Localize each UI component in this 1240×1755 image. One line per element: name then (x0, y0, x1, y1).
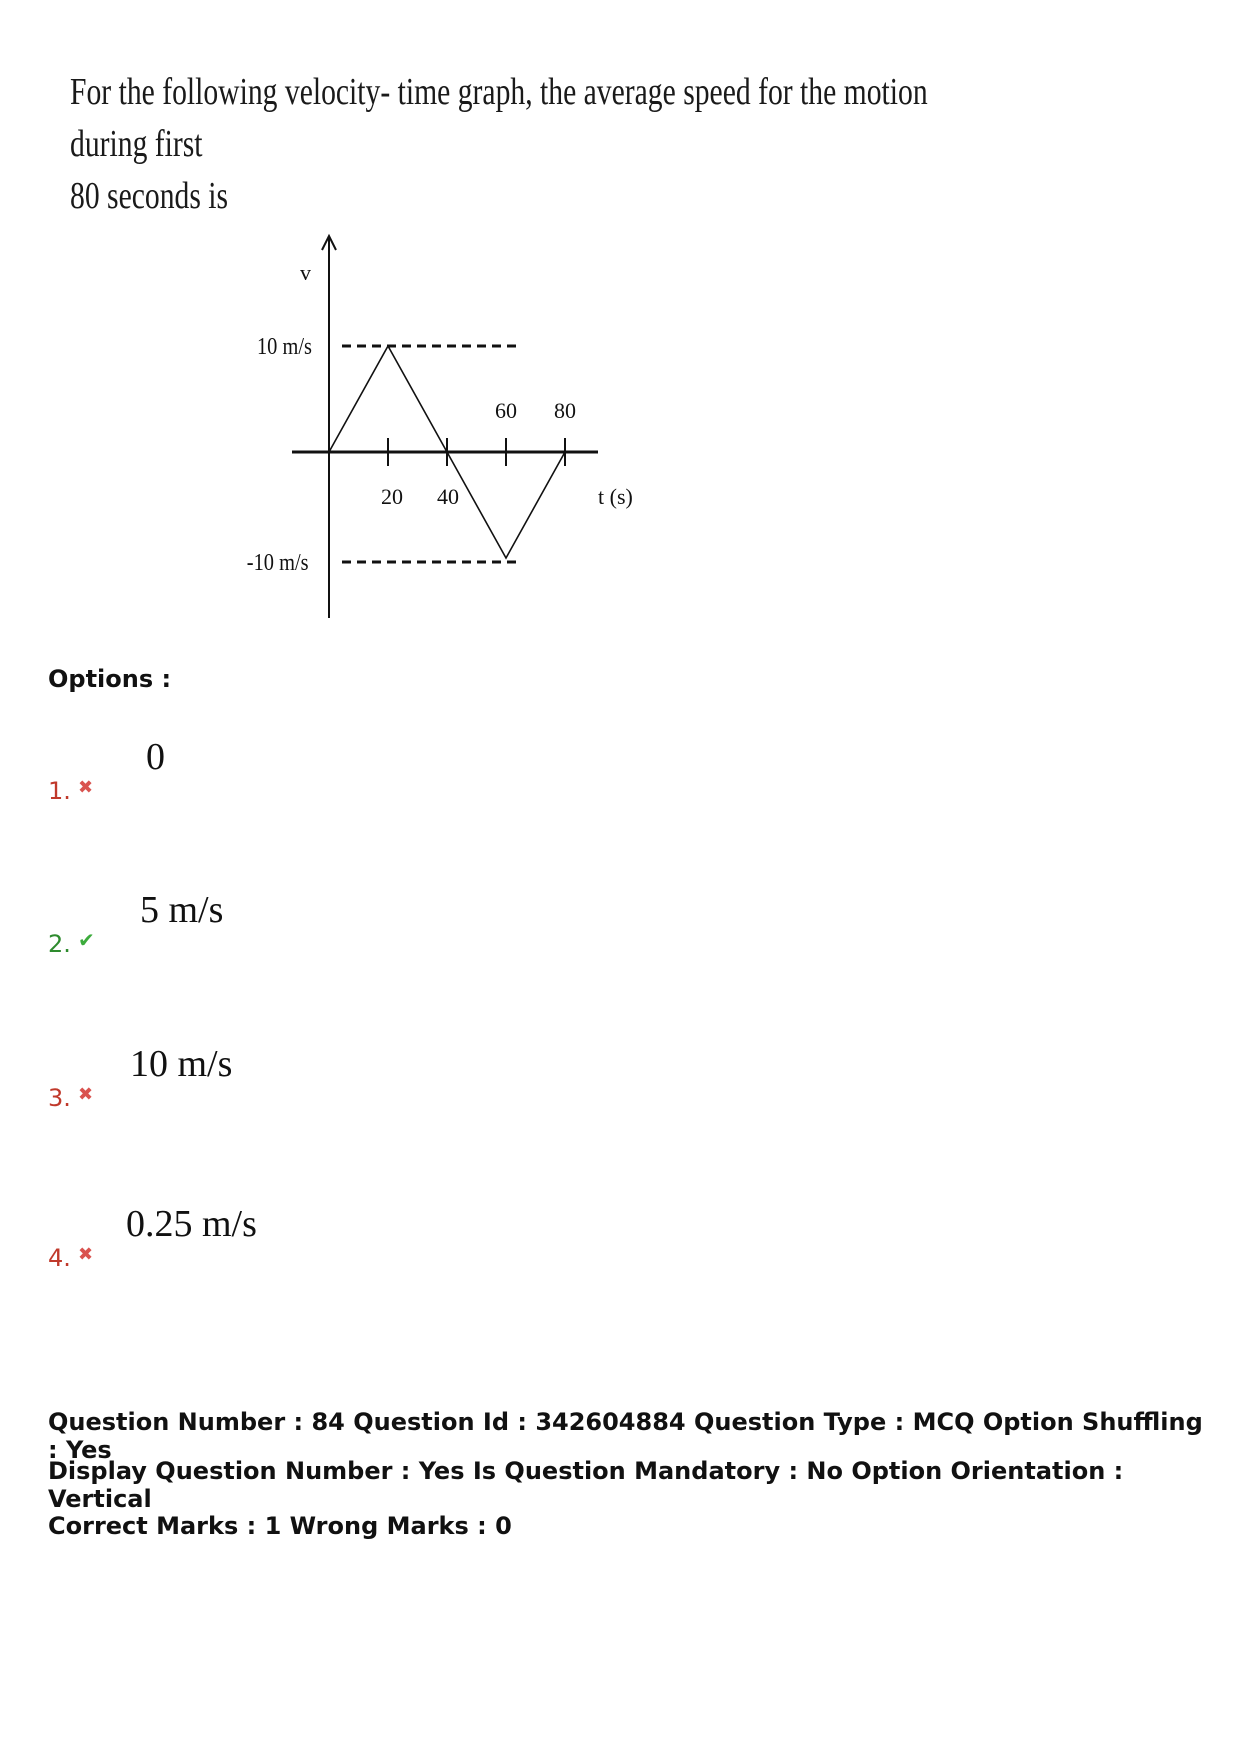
option-3-value: 10 m/s (130, 1043, 233, 1085)
option-4-value: 0.25 m/s (126, 1203, 257, 1245)
tick-label-80: 80 (554, 398, 576, 423)
question-line-2: 80 seconds is (70, 175, 229, 217)
option-2[interactable] (48, 888, 648, 968)
y-top-label: 10 m/s (257, 332, 312, 360)
question-line-1: For the following velocity- time graph, the average speed for the motion during first (70, 71, 928, 165)
y-bottom-label: -10 m/s (246, 548, 309, 576)
option-1-value: 0 (146, 736, 165, 778)
question-meta-line-1: Question Number : 84 Question Id : 342604884 Question Type : MCQ Option Shuffling : Yes (48, 1408, 1203, 1464)
wrong-mark-icon: ✖ (78, 777, 94, 798)
option-1-number: 1. (48, 777, 71, 805)
tick-label-40: 40 (437, 484, 459, 509)
option-3-number: 3. (48, 1084, 71, 1112)
option-2-value: 5 m/s (140, 889, 224, 931)
option-4-number: 4. (48, 1244, 71, 1272)
tick-label-60: 60 (495, 398, 517, 423)
question-meta-line-3: Correct Marks : 1 Wrong Marks : 0 (48, 1512, 512, 1540)
x-axis-label: t (s) (598, 484, 633, 509)
velocity-time-graph (240, 228, 640, 628)
question-text (70, 66, 951, 222)
wrong-mark-icon: ✖ (78, 1084, 94, 1105)
options-label: Options : (48, 665, 172, 693)
correct-mark-icon: ✔ (78, 928, 95, 952)
option-2-number: 2. (48, 930, 71, 958)
wrong-mark-icon: ✖ (78, 1244, 94, 1265)
y-axis-label: v (300, 260, 311, 285)
option-4[interactable] (48, 1202, 648, 1282)
question-meta-line-2: Display Question Number : Yes Is Question Mandatory : No Option Orientation : Vertical (48, 1457, 1124, 1513)
option-3[interactable] (48, 1042, 648, 1122)
graph-svg (240, 228, 640, 628)
option-1[interactable] (48, 735, 648, 815)
tick-label-20: 20 (381, 484, 403, 509)
